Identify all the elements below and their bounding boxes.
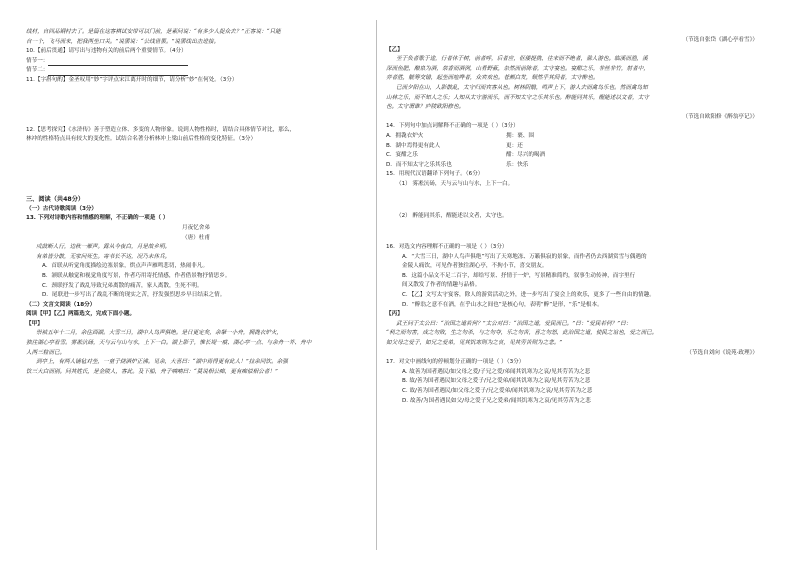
poem-line: 戍鼓断人行，边秋一雁声。露从今夜白，月是故乡明。: [36, 244, 171, 251]
reading-instruction: 阅读【甲】【乙】两篇选文，完成下面小题。: [26, 311, 136, 318]
passage-line: “利之而勿害，成之勿败，生之勿杀，与之勿夺，乐之勿苦，喜之勿怒，此治国之道，使民之谊也，爱之而已。: [386, 330, 658, 337]
option-b[interactable]: B. 故/善为国者遇民如父母之爱子/兄之爱弟/闻其饥寒为之哀/见其劳苦为之悲: [402, 378, 591, 385]
answer-space[interactable]: [26, 86, 366, 126]
passage-line: 到亭上，有两人铺毡对坐，一童子烧酒炉正沸。见余，大喜曰：“湖中焉得更有此人！”拉余同饮。余强: [36, 359, 288, 366]
plot2-label: 情节二：: [26, 67, 49, 74]
plot-answer-2: [26, 66, 366, 76]
option-d-text: D．而不知太守之乐其乐也: [386, 161, 452, 168]
option-a[interactable]: [386, 132, 758, 142]
passage-line: 线材，自回品钢村去了。是篇在这客棋试安带可以门前，是素问说：“有多少人捉众去？”正客说：“只能: [26, 29, 281, 35]
plot1-label: 情节一：: [26, 57, 49, 64]
passage-line: 也。太守谓谁？庐陵欧阳修也。: [386, 104, 465, 111]
right-column: [386, 36, 758, 406]
passage-line: 武王问于太公曰：“治国之道若何？”太公对曰：“治国之道，爱民而已。”曰：“爱民若何？”曰：: [396, 320, 632, 327]
passage-tag-jia: 【甲】: [26, 320, 43, 327]
option-a-text: A．拥毳衣炉火: [386, 132, 424, 139]
passage-line: 已而夕阳在山，人影散乱，太守归而宾客从也。树林阴翳，鸣声上下，游人去而禽鸟乐也。然而禽鸟知: [396, 84, 648, 91]
passage-tag-bing: 【丙】: [386, 311, 403, 318]
passage-line: 弈者胜，觥筹交错，起坐而喧哗者，众宾欢也。苍颜白发，颓然乎其间者，太守醉也。: [386, 75, 599, 82]
passage-line: 饮三大白而别。问其姓氏，是金陵人，客此。及下船，舟子喃喃曰：“莫说相公痴，更有痴似相公者！”: [26, 368, 278, 375]
answer-blank[interactable]: [48, 69, 188, 76]
answer-space[interactable]: [26, 145, 366, 185]
option-a[interactable]: A．首联从听觉角度描绘边塞景象，烘点声声雁鸣悲切，热闹非凡。: [42, 263, 209, 270]
passage-tag-yi: 【乙】: [386, 46, 403, 53]
option-a-gloss: 拥：裹、围: [506, 132, 534, 139]
source-note: （节选自欧阳修《醉翁亭记》）: [682, 113, 758, 120]
option-b-cont: 间又散发了作者的情趣与品格。: [402, 282, 481, 289]
question-11: 11.【字斟句酌】金圣叹用“妙”字评点宋江离开时的细节，请分析“妙”在何处。（3分）: [26, 76, 238, 83]
poem-author: （唐）杜甫: [182, 234, 210, 241]
option-a[interactable]: A．“大雪三日，湖中人鸟声俱绝”写出了天寒地冻、万籁俱寂的景象，而作者仍去西湖赏雪与偶遇的: [402, 253, 647, 260]
answer-blank[interactable]: [48, 59, 188, 66]
poem-title: 月夜忆舍弟: [182, 224, 210, 231]
answer-space[interactable]: [386, 190, 758, 212]
option-b[interactable]: [386, 142, 758, 152]
option-c[interactable]: C．颈联抒发了战乱导致兄弟离散的痛苦，家人离散，生死不明。: [42, 282, 203, 289]
passage-line: 独往湖心亭看雪。雾凇沆砀，天与云与山与水，上下一白。湖上影子，惟长堤一痕、湖心亭一点、与余舟一芥、舟中: [26, 340, 312, 347]
question-16: 16．对选文内容理解不正确的一项是（ ）（3分）: [386, 244, 508, 251]
option-d-gloss: 乐：快乐: [506, 161, 529, 168]
passage-line: 至于负者歌于途，行者休于树，前者呼，后者应，伛偻提携，往来而不绝者，滁人游也。临溪而渔，溪: [396, 56, 648, 63]
subsection-heading: （一）古代诗歌阅读（3分）: [26, 205, 98, 212]
question-12-cont: 林冲的性格特点具有较大的变化性。试结合名著分析林冲上梁山前后性格的变化特征。（3分）: [26, 136, 257, 143]
option-b-gloss: 更：还: [506, 142, 523, 149]
passage-line: 崇祯五年十二月，余住西湖。大雪三日，湖中人鸟声俱绝。是日更定矣，余拏一小舟，拥毳衣炉火，: [36, 330, 283, 337]
option-a[interactable]: A. 故善为国者遇民/如父母之爱/子兄之爱/弟闻其饥寒为之哀/见其劳苦为之悲: [402, 368, 591, 375]
source-note: （节选自刘向《说苑·政理》）: [686, 349, 758, 356]
question-13: 13. 下列对诗歌内容和情感的理解，不正确的一项是（ ）: [26, 215, 169, 222]
option-d[interactable]: D．尾联进一步写出了战乱不断的现实之苦，抒发强烈思乡早日结束之情。: [42, 292, 226, 299]
option-c-gloss: 酣：尽兴的喝酒: [506, 152, 546, 159]
option-c-text: C．宴酣之乐: [386, 152, 418, 159]
poem-line: 有弟皆分散，无家问死生。寄书长不达，况乃未休兵。: [36, 253, 171, 260]
option-b[interactable]: B．颔联从触觉和视觉角度写景，作者巧用寄托情感，作者借景物抒情思乡。: [42, 272, 231, 279]
question-15: 15．用现代汉语翻译下列句子。（6分）: [386, 171, 484, 178]
passage-line: 深而鱼肥，酿泉为酒，泉香而酒洌，山肴野蔌，杂然而前陈者，太守宴也。宴酣之乐，非丝非竹，射者中，: [386, 65, 649, 72]
passage-line: 山林之乐，而不知人之乐；人知从太守游而乐，而不知太守之乐其乐也。醉能同其乐，醒能述以文者，太守: [386, 94, 649, 101]
option-c[interactable]: C．【乙】文写太守宴客，除人的游赏活动之外，进一步写出了宴会上的欢乐，更多了一些自由的情趣。: [402, 292, 655, 299]
source-note: （节选自张岱《湖心亭看雪》）: [682, 37, 758, 43]
plot-answer-1: [26, 57, 366, 67]
passage-line: 如父母之爱子，如兄之爱弟，见其饥寒则为之哀，见其劳苦则为之悲。”: [386, 340, 563, 347]
option-a-cont: 金陵人痛饮，可见作者独往湖心亭，不拘小节，喜交朋友。: [402, 263, 548, 270]
column-divider: [376, 20, 377, 550]
question-17: 17．对文中画线句的停顿划分正确的一项是（ ）（3分）: [386, 359, 525, 366]
left-column: [26, 28, 366, 377]
option-c[interactable]: [386, 151, 758, 161]
subsection-heading: （二）文言文阅读（18分）: [26, 301, 96, 308]
question-12: 12.【思考探究】《水浒传》善于塑造立体、多变的人物形象。说到人物性格时，请结合具体情节对比，那么，: [26, 126, 296, 133]
answer-space[interactable]: [386, 221, 758, 243]
translation-item-2: （2） 醉能同其乐，醒能述以文者，太守也。: [396, 212, 508, 219]
option-d[interactable]: [386, 161, 758, 171]
option-c[interactable]: C. 故/善为国者遇民/如父母之爱子/兄之爱弟/闻其饥寒为之哀/见其劳苦为之悲: [402, 388, 593, 394]
translation-item-1: （1） 雾凇沆砀，天与云与山与水，上下一白。: [396, 180, 514, 187]
option-d[interactable]: D. 故善/为国者遇民如父/母之爱子兄之爱弟/闻其饥寒为之哀/见其劳苦为之悲: [402, 397, 591, 404]
question-10: 10.【前后贯通】请写出与违物有关的前后两个重要情节。（4分）: [26, 48, 187, 55]
passage-line: 自一个，飞马而来，把我两坐口关。”说罢说：“公线世罢。”说罢线出击进接。: [26, 38, 220, 45]
passage-line: 人两三粒而已。: [26, 349, 66, 356]
option-d[interactable]: D．“醉翁之意不在酒，在乎山水之间也”是核心句，表明“醉”是形，“乐”是根本。: [402, 301, 603, 308]
section-heading: 三、阅读（共48分）: [26, 195, 85, 203]
option-b-text: B．湖中焉得更有此人: [386, 142, 441, 149]
question-14: 14．下列句中加点词解释不正确的一项是（ ）（3分）: [386, 123, 519, 130]
option-b[interactable]: B．这篇小品文不足二百字，却给写景、抒情于一炉，写景精准简约，叙事生动传神，而字里行: [402, 272, 636, 279]
